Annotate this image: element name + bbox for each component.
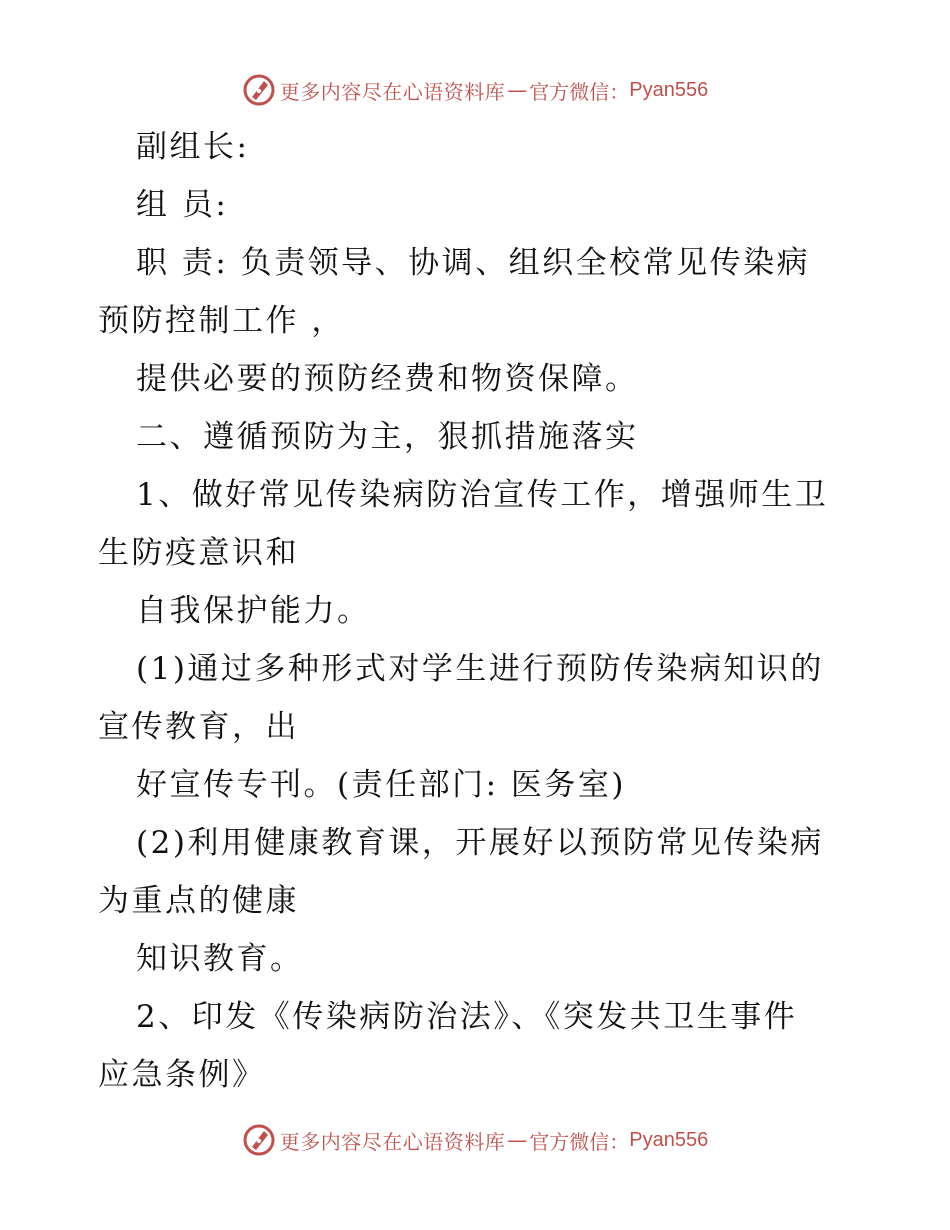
text-line: 二、遵循预防为主，狠抓措施落实 [136, 419, 639, 455]
text-line: 组 员: [136, 187, 229, 223]
header-banner [0, 70, 950, 110]
footer-banner [0, 1120, 950, 1160]
banner-text: 更多内容尽在心语资料库 [279, 79, 506, 104]
text-line: 预防控制工作 ， [98, 303, 345, 339]
text-line: 生防疫意识和 [98, 535, 299, 571]
text-line: (2)利用健康教育课，开展好以预防常见传染病 [136, 825, 824, 861]
document-body [98, 118, 838, 1104]
text-line: 自我保护能力。 [136, 593, 371, 629]
text-line: 2、印发《传染病防治法》、《突发共卫生事件 [136, 999, 798, 1035]
text-line: 为重点的健康 [98, 883, 299, 919]
text-line: 副组长: [136, 129, 250, 165]
banner-separator: — [507, 78, 528, 102]
text-line: (1)通过多种形式对学生进行预防传染病知识的 [136, 651, 824, 687]
banner-separator: — [507, 1128, 528, 1152]
banner-wechat-id: Pyan556 [629, 1128, 709, 1151]
banner-wechat-label: 官方微信： [529, 79, 630, 104]
text-line: 应急条例》 [98, 1057, 266, 1093]
text-line: 提供必要的预防经费和物资保障。 [136, 361, 639, 397]
banner-wechat-label: 官方微信： [529, 1129, 630, 1154]
text-line: 1、做好常见传染病防治宣传工作，增强师生卫 [136, 477, 829, 513]
text-line: 知识教育。 [136, 941, 304, 977]
pen-nib-logo-icon [242, 1123, 276, 1157]
banner-wechat-id: Pyan556 [629, 78, 709, 101]
pen-nib-logo-icon [242, 73, 276, 107]
text-line: 职 责: 负责领导、协调、组织全校常见传染病 [136, 245, 811, 281]
text-line: 好宣传专刊。(责任部门: 医务室) [136, 767, 626, 803]
text-line: 宣传教育，出 [98, 709, 299, 745]
banner-text: 更多内容尽在心语资料库 [279, 1129, 506, 1154]
